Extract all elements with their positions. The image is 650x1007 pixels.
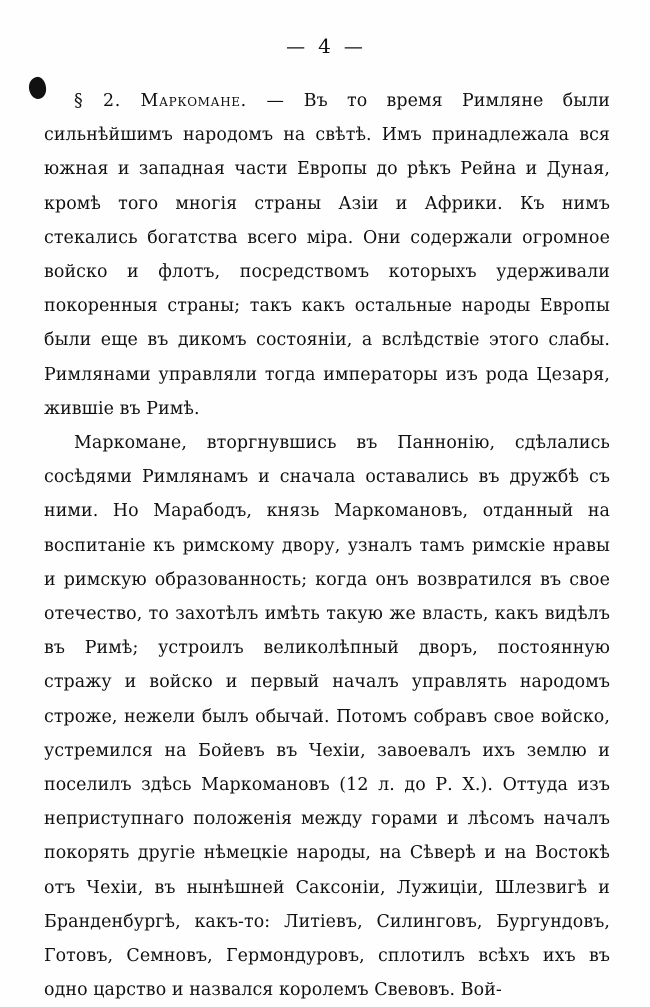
- paragraph-section-2: [44, 84, 610, 426]
- paragraph-text: Въ то время Римляне были сильнѣйшимъ народомъ на свѣтѣ. Имъ принадлежала вся южная и западная части Европы до рѣкъ Рейна и Дуная, кромѣ того многія страны Азіи и Африки. Къ нимъ стекались богатства всего міра. Они содержали огромное войско и флотъ, посредствомъ которыхъ удерживали покоренныя страны; такъ какъ остальные народы Европы были еще въ дикомъ состояніи, а вслѣдствіе этого слабы. Римлянами управляли тогда императоры изъ рода Цезаря, жившіе въ Римѣ.: [44, 91, 610, 419]
- section-marker: § 2. Маркоманe. —: [74, 91, 285, 111]
- paragraph-text: Маркомане, вторгнувшись въ Паннонію, сдѣлались сосѣдями Римлянамъ и сначала оставались въ дружбѣ съ ними. Но Марабодъ, князь Маркомановъ, отданный на воспитаніе къ римскому двору, узналъ тамъ римскіе нравы и римскую образованность; когда онъ возвратился въ свое отечество, то захотѣлъ имѣть такую же власть, какъ видѣлъ въ Римѣ; устроилъ великолѣпный дворъ, постоянную стражу и войско и первый началъ управлять народомъ строже, нежели былъ обычай. Потомъ собравъ свое войско, устремился на Бойевъ въ Чехіи, завоевалъ ихъ землю и поселилъ здѣсь Маркомановъ (12 л. до Р. Х.). Оттуда изъ неприступнаго положенія между горами и лѣсомъ началъ покорять другіе нѣмецкіе народы, на Сѣверѣ и на Востокѣ отъ Чехіи, въ нынѣшней Саксоніи, Лужиціи, Шлезвигѣ и Бранденбургѣ, какъ-то: Литіевъ, Силинговъ, Бургундовъ, Готовъ, Семновъ, Гермондуровъ, сплотилъ всѣхъ ихъ въ одно царство и назвался королемъ Свевовъ. Вой-: [44, 433, 610, 1001]
- page-number: 4: [318, 34, 332, 58]
- body-text: [44, 84, 610, 1007]
- header-dash-left: —: [286, 36, 307, 58]
- header-dash-right: —: [343, 36, 364, 58]
- page-header: [0, 34, 650, 58]
- paragraph-markomane-history: [44, 426, 610, 1007]
